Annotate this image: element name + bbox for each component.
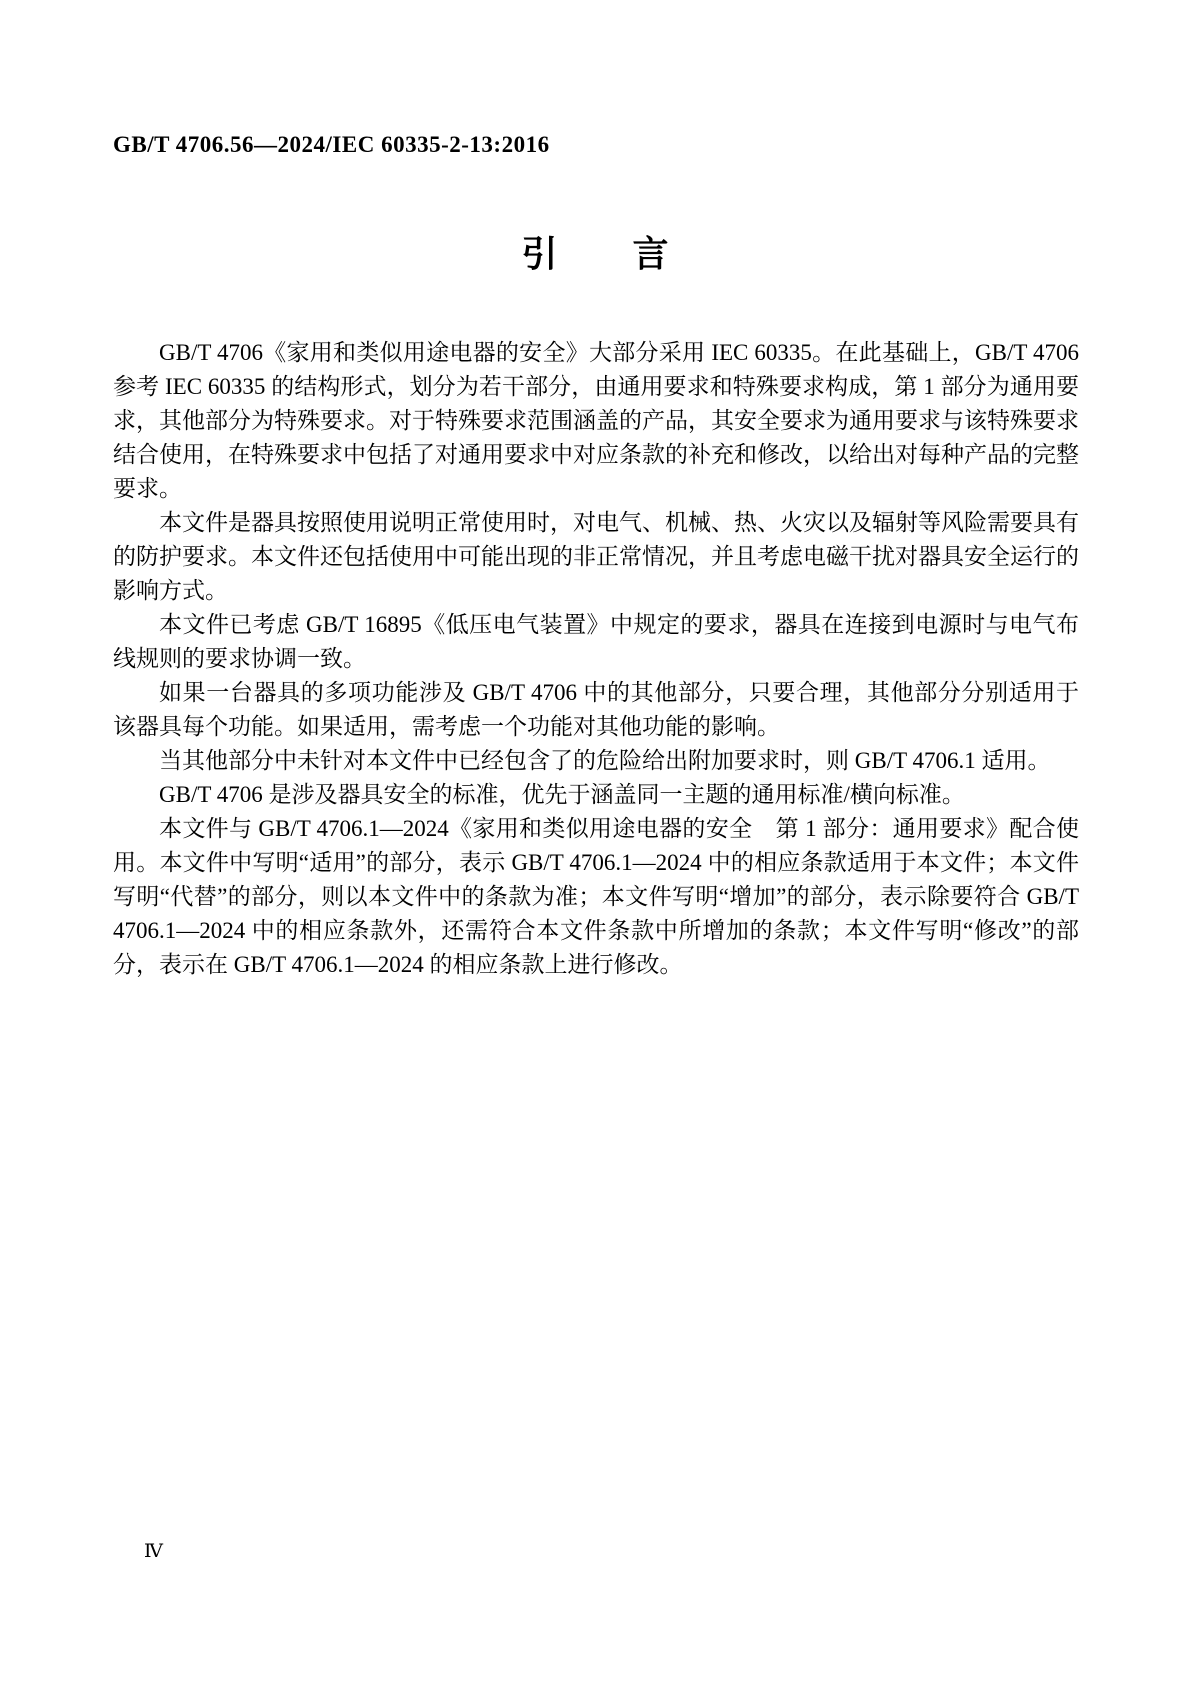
paragraph: GB/T 4706 是涉及器具安全的标准，优先于涵盖同一主题的通用标准/横向标准。 [159, 782, 965, 807]
body-paragraphs [113, 336, 1079, 982]
paragraph: 当其他部分中未针对本文件中已经包含了的危险给出附加要求时，则 GB/T 4706.1 适用。 [159, 748, 1051, 773]
paragraph: 本文件是器具按照使用说明正常使用时，对电气、机械、热、火灾以及辐射等风险需要具有的防护要求。本文件还包括使用中可能出现的非正常情况，并且考虑电磁干扰对器具安全运行的影响方式。 [113, 510, 1079, 603]
paragraph: 本文件已考虑 GB/T 16895《低压电气装置》中规定的要求，器具在连接到电源时与电气布线规则的要求协调一致。 [113, 612, 1079, 671]
page-title: 引 言 [521, 233, 670, 274]
standard-number: GB/T 4706.56—2024/IEC 60335-2-13:2016 [113, 132, 550, 157]
paragraph: 本文件与 GB/T 4706.1—2024《家用和类似用途电器的安全 第 1 部分：通用要求》配合使用。本文件中写明“适用”的部分，表示 GB/T 4706.1—2024 中的相应条款适用于本文件；本文件写明“代替”的部分，则以本文件中的条款为准；本文件写明“增加”的部分，表示除要符合 GB/T 4706.1—2024 中的相应条款外，还需符合本文件条款中所增加的条款；本文件写明“修改”的部分，表示在 GB/T 4706.1—2024 的相应条款上进行修改。 [113, 816, 1079, 977]
page-number: Ⅳ [144, 1541, 163, 1562]
paragraph: GB/T 4706《家用和类似用途电器的安全》大部分采用 IEC 60335。在此基础上，GB/T 4706 参考 IEC 60335 的结构形式，划分为若干部分，由通用要求和特殊要求构成，第 1 部分为通用要求，其他部分为特殊要求。对于特殊要求范围涵盖的产品，其安全要求为通用要求与该特殊要求结合使用，在特殊要求中包括了对通用要求中对应条款的补充和修改，以给出对每种产品的完整要求。 [113, 340, 1079, 501]
paragraph: 如果一台器具的多项功能涉及 GB/T 4706 中的其他部分，只要合理，其他部分分别适用于该器具每个功能。如果适用，需考虑一个功能对其他功能的影响。 [113, 680, 1079, 739]
